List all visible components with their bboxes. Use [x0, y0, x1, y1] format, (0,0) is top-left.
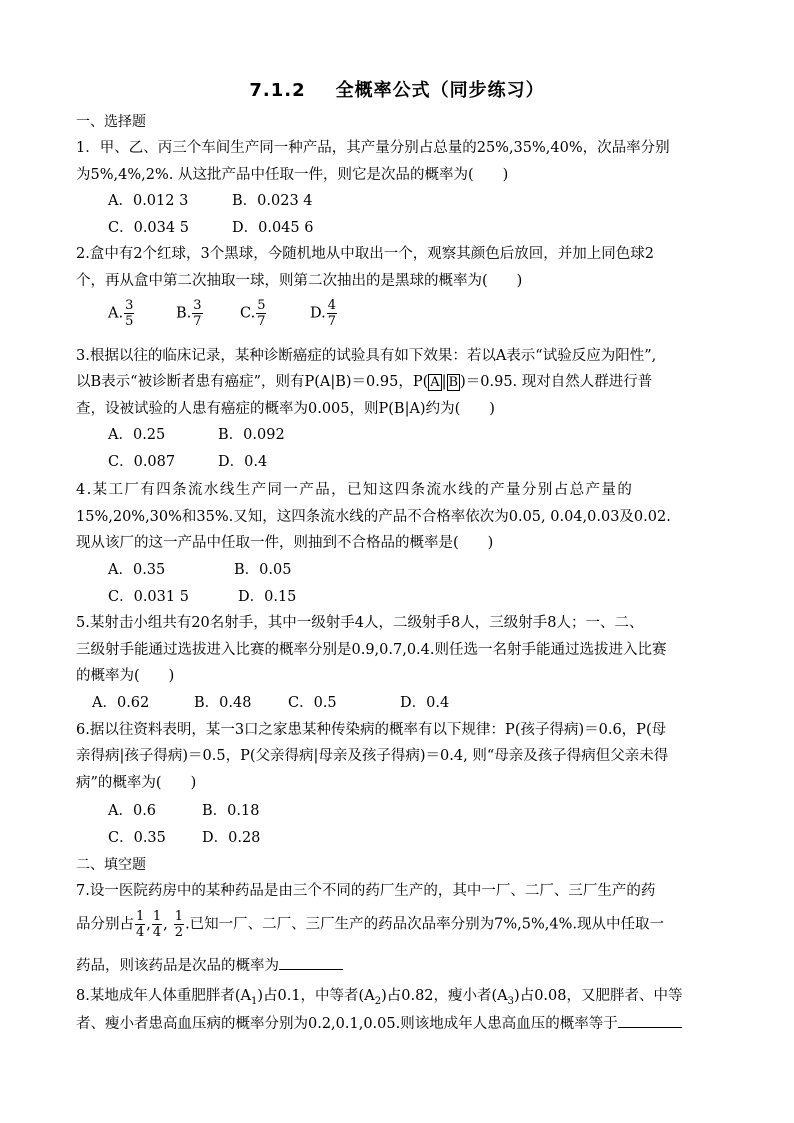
q6-line-1: 6.据以往资料表明，某一3口之家患某种传染病的概率有以下规律：P(孩子得病)＝0.6，P(母	[76, 722, 667, 738]
q8-text: )占0.1，中等者(A	[257, 988, 375, 1004]
page-title	[0, 76, 794, 102]
q1-options-row-2	[108, 218, 313, 238]
denominator: 5	[125, 314, 134, 329]
q7-line-3	[76, 955, 343, 976]
numerator: 3	[125, 298, 134, 313]
q6-line-3: 病”的概率为( )	[76, 775, 197, 791]
q2-option-b-label: B.	[176, 305, 192, 322]
boxed-letter-a: A	[430, 375, 440, 390]
numerator: 1	[136, 909, 145, 924]
q3-line-2	[76, 372, 652, 393]
fraction	[135, 909, 145, 940]
numerator: 5	[257, 298, 266, 313]
q6-options-row-1	[108, 801, 259, 821]
q6-option-c: C．0.35	[108, 830, 166, 846]
answer-blank[interactable]	[618, 1013, 682, 1028]
q4-line-2: 15%,20%,30%和35%.又知，这四条流水线的产品不合格率依次为0.05, 0.04,0.03及0.02.	[76, 509, 671, 525]
q3-option-d: D．0.4	[218, 454, 268, 470]
q2-option-d-label: D.	[310, 305, 326, 322]
separator: ,	[163, 916, 168, 933]
q1-option-d: D．0.045 6	[232, 220, 314, 236]
q2-options-row	[108, 298, 338, 329]
q2-option-c-label: C.	[240, 305, 256, 322]
denominator: 4	[136, 925, 145, 940]
numerator: 4	[327, 298, 336, 313]
q1-option-c: C．0.034 5	[108, 220, 189, 236]
q1-line-2: 为5%,4%,2%. 从这批产品中任取一件，则它是次品的概率为( )	[76, 167, 509, 183]
subscript: 3	[507, 995, 515, 1007]
q3-line-2-end: )＝0.95. 现对自然人群进行普	[460, 374, 653, 390]
subscript: 2	[374, 995, 382, 1007]
fraction	[124, 298, 134, 329]
q5-option-a: A．0.62	[92, 695, 150, 711]
q5-options-row	[92, 693, 449, 713]
section-heading-fill: 二、填空题	[76, 857, 146, 873]
q5-line-3: 的概率为( )	[76, 668, 175, 684]
answer-blank[interactable]	[279, 955, 343, 970]
q4-line-1: 4.某工厂有四条流水线生产同一产品，已知这四条流水线的产量分别占总产量的	[76, 482, 634, 498]
q8-line-2-text: 者、瘦小者患高血压病的概率分别为0.2,0.1,0.05.则该地成年人患高血压的概率等于	[76, 1016, 618, 1032]
q6-line-2: 亲得病|孩子得病)＝0.5，P(父亲得病|母亲及孩子得病)＝0.4, 则“母亲及孩子得病但父亲未得	[76, 748, 669, 764]
fraction	[192, 298, 202, 329]
q1-option-a: A．0.012 3	[108, 193, 189, 209]
q4-option-d: D．0.15	[238, 589, 297, 605]
q4-line-3: 现从该厂的这一产品中任取一件，则抽到不合格品的概率是( )	[76, 535, 494, 551]
numerator: 3	[193, 298, 202, 313]
q2-option-a	[108, 298, 176, 329]
q4-options-row-2	[108, 587, 296, 607]
boxed-letter-b: B	[448, 375, 459, 390]
q2-option-c	[240, 298, 310, 329]
denominator: 7	[257, 314, 266, 329]
given-bar: |	[441, 374, 447, 390]
section-heading-choice: 一、选择题	[76, 114, 146, 130]
q3-options-row-1	[108, 425, 285, 445]
q4-option-c: C．0.031 5	[108, 589, 189, 605]
q8-line-1	[76, 986, 682, 1012]
q5-option-b: B．0.48	[194, 695, 252, 711]
q1-line-1: 1．甲、乙、丙三个车间生产同一种产品，其产量分别占总量的25%,35%,40%，次品率分别	[76, 140, 670, 156]
q5-line-2: 三级射手能通过选拔进入比赛的概率分别是0.9,0.7,0.4.则任选一名射手能通过选拔进入比赛	[76, 642, 667, 658]
q8-text: )占0.08，又肥胖者、中等	[514, 988, 683, 1004]
q4-options-row-1	[108, 560, 291, 580]
q6-option-b: B．0.18	[202, 803, 260, 819]
q5-option-c: C．0.5	[288, 695, 337, 711]
q6-option-d: D．0.28	[202, 830, 261, 846]
q7-line-2-start: 品分别占	[76, 916, 134, 933]
q2-line-1: 2.盒中有2个红球，3个黑球，今随机地从中取出一个，观察其颜色后放回，并加上同色球2	[76, 246, 655, 262]
denominator: 2	[174, 925, 184, 940]
q4-option-b: B．0.05	[234, 562, 292, 578]
q1-options-row-1	[108, 191, 313, 211]
fraction	[174, 909, 184, 940]
q3-option-b: B．0.092	[218, 427, 285, 443]
q5-option-d: D．0.4	[400, 695, 450, 711]
q8-text: )占0.82，瘦小者(A	[381, 988, 508, 1004]
denominator: 4	[152, 925, 162, 940]
q8-text: 8.某地成年人体重肥胖者(A	[76, 988, 251, 1004]
separator: ,	[146, 916, 151, 933]
q7-line-3-text: 药品，则该药品是次品的概率为	[76, 958, 279, 974]
q3-line-2-start: 以B表示“被诊断者患有癌症”，则有P(A|B)＝0.95，P(	[76, 374, 429, 390]
subscript: 1	[250, 995, 258, 1007]
fraction	[256, 298, 266, 329]
q3-option-a: A．0.25	[108, 427, 166, 443]
numerator: 1	[152, 909, 162, 924]
denominator: 7	[193, 314, 202, 329]
q3-options-row-2	[108, 452, 267, 472]
q3-line-1: 3.根据以往的临床记录，某种诊断癌症的试验具有如下效果：若以A表示“试验反应为阳性”,	[76, 348, 657, 364]
q7-line-1: 7.设一医院药房中的某种药品是由三个不同的药厂生产的，其中一厂、二厂、三厂生产的药	[76, 883, 656, 899]
numerator: 1	[174, 909, 184, 924]
denominator: 7	[327, 314, 336, 329]
q4-option-a: A．0.35	[108, 562, 166, 578]
q7-line-2	[76, 909, 664, 940]
fraction	[327, 298, 337, 329]
q2-option-d	[310, 298, 338, 329]
q3-option-c: C．0.087	[108, 454, 176, 470]
q3-line-3: 查，设被试验的人患有癌症的概率为0.005，则P(B|A)约为( )	[76, 401, 495, 417]
q7-line-2-end: .已知一厂、二厂、三厂生产的药品次品率分别为7%,5%,4%.现从中任取一	[185, 916, 665, 933]
title-text: 全概率公式（同步练习）	[335, 80, 545, 101]
q6-options-row-2	[108, 828, 260, 848]
title-number: 7.1.2	[249, 80, 306, 101]
q2-line-2: 个，再从盒中第二次抽取一球，则第二次抽出的是黑球的概率为( )	[76, 273, 523, 289]
q2-option-b	[176, 298, 240, 329]
q2-option-a-label: A.	[108, 305, 124, 322]
q5-line-1: 5.某射击小组共有20名射手，其中一级射手4人，二级射手8人，三级射手8人；一、二、	[76, 615, 644, 631]
fraction	[152, 909, 162, 940]
q1-option-b: B．0.023 4	[232, 193, 313, 209]
q6-option-a: A．0.6	[108, 803, 157, 819]
q8-line-2	[76, 1013, 682, 1034]
